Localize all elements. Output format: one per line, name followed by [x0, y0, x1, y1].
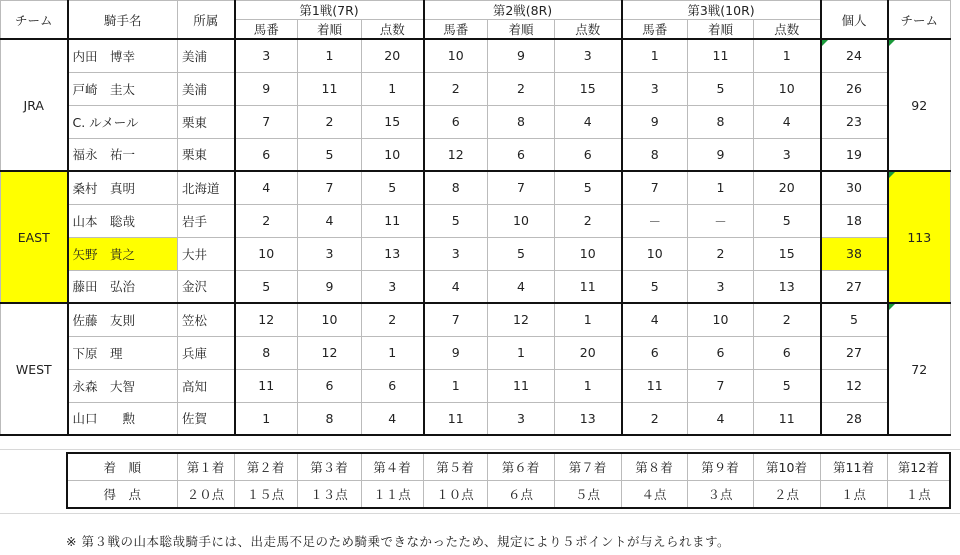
finish-position: 10 [298, 303, 362, 336]
individual-total: 38 [821, 237, 888, 270]
finish-position: 7 [488, 171, 555, 204]
header-sub: 馬番 [424, 20, 488, 40]
legend-place-label: 着 順 [67, 453, 177, 481]
legend-spacer [0, 453, 67, 481]
jockey-affiliation: 北海道 [178, 171, 235, 204]
points-legend-table [0, 452, 951, 509]
finish-position: 4 [488, 270, 555, 303]
jockey-row [1, 39, 951, 72]
legend-points-label: 得 点 [67, 481, 177, 509]
horse-number: 1 [424, 369, 488, 402]
points: 10 [754, 72, 821, 105]
points: 5 [555, 171, 622, 204]
legend-place: 第９着 [687, 453, 753, 481]
individual-total: 28 [821, 402, 888, 435]
points: 20 [362, 39, 424, 72]
horse-number: 1 [235, 402, 298, 435]
team-total: 113 [888, 171, 951, 303]
points: 15 [362, 105, 424, 138]
jockey-affiliation: 大井 [178, 237, 235, 270]
horse-number: 4 [424, 270, 488, 303]
points: 2 [362, 303, 424, 336]
jockey-affiliation: 栗東 [178, 138, 235, 171]
legend-place: 第５着 [423, 453, 487, 481]
points: 5 [362, 171, 424, 204]
finish-position: 8 [298, 402, 362, 435]
finish-position: 5 [488, 237, 555, 270]
team-total: 72 [888, 303, 951, 435]
horse-number: 3 [622, 72, 688, 105]
legend-place: 第３着 [297, 453, 361, 481]
header-sub: 着順 [688, 20, 754, 40]
individual-total: 12 [821, 369, 888, 402]
points: 10 [362, 138, 424, 171]
finish-position: 5 [298, 138, 362, 171]
points: 6 [555, 138, 622, 171]
jockey-row [1, 72, 951, 105]
points: 15 [555, 72, 622, 105]
finish-position: 6 [488, 138, 555, 171]
horse-number: 11 [622, 369, 688, 402]
legend-points: ３点 [687, 481, 753, 509]
jockey-row [1, 138, 951, 171]
points: 13 [555, 402, 622, 435]
finish-position: 3 [688, 270, 754, 303]
horse-number: 3 [235, 39, 298, 72]
legend-points: ６点 [487, 481, 554, 509]
finish-position: 11 [488, 369, 555, 402]
jockey-row [1, 204, 951, 237]
finish-position: 11 [688, 39, 754, 72]
legend-points: ５点 [554, 481, 621, 509]
legend-place: 第２着 [234, 453, 297, 481]
finish-position: 4 [688, 402, 754, 435]
jockey-affiliation: 岩手 [178, 204, 235, 237]
legend-place-row [0, 453, 950, 481]
team-name: JRA [1, 39, 68, 171]
individual-total: 27 [821, 336, 888, 369]
points: 15 [754, 237, 821, 270]
points: 1 [362, 72, 424, 105]
header-jockey: 騎手名 [68, 1, 178, 40]
individual-total: 19 [821, 138, 888, 171]
points: 5 [754, 369, 821, 402]
legend-points: １１点 [361, 481, 423, 509]
grid-line [0, 449, 960, 450]
points: 11 [555, 270, 622, 303]
jockey-name: 下原 理 [68, 336, 178, 369]
finish-position: 11 [298, 72, 362, 105]
finish-position: 3 [488, 402, 555, 435]
finish-position: 8 [688, 105, 754, 138]
finish-position: 1 [688, 171, 754, 204]
finish-position: 1 [298, 39, 362, 72]
team-name: WEST [1, 303, 68, 435]
jockey-affiliation: 栗東 [178, 105, 235, 138]
points: 3 [754, 138, 821, 171]
points: 13 [754, 270, 821, 303]
points: 2 [754, 303, 821, 336]
points: 1 [555, 303, 622, 336]
jockey-affiliation: 美浦 [178, 72, 235, 105]
team-name: EAST [1, 171, 68, 303]
horse-number: 6 [622, 336, 688, 369]
jockey-name: 藤田 弘治 [68, 270, 178, 303]
jockey-row [1, 237, 951, 270]
individual-total: 26 [821, 72, 888, 105]
horse-number: 9 [424, 336, 488, 369]
horse-number: 5 [622, 270, 688, 303]
points: 20 [754, 171, 821, 204]
finish-position: 9 [298, 270, 362, 303]
finish-position: 6 [298, 369, 362, 402]
legend-place: 第８着 [621, 453, 687, 481]
jockey-name: 永森 大智 [68, 369, 178, 402]
finish-position: 7 [688, 369, 754, 402]
points: 20 [555, 336, 622, 369]
finish-position: 12 [488, 303, 555, 336]
finish-position: － [688, 204, 754, 237]
legend-points: １５点 [234, 481, 297, 509]
individual-total: 5 [821, 303, 888, 336]
header-race: 第2戦(8R) [424, 1, 622, 20]
finish-position: 2 [488, 72, 555, 105]
legend-points: ４点 [621, 481, 687, 509]
jockey-name: 内田 博幸 [68, 39, 178, 72]
individual-total: 24 [821, 39, 888, 72]
header-sub: 点数 [754, 20, 821, 40]
header-sub: 点数 [555, 20, 622, 40]
jockey-affiliation: 笠松 [178, 303, 235, 336]
points: 11 [754, 402, 821, 435]
horse-number: 9 [622, 105, 688, 138]
horse-number: 8 [622, 138, 688, 171]
finish-position: 8 [488, 105, 555, 138]
jockey-name: 佐藤 友則 [68, 303, 178, 336]
horse-number: 9 [235, 72, 298, 105]
header-race: 第1戦(7R) [235, 1, 424, 20]
jockey-row [1, 402, 951, 435]
horse-number: 7 [235, 105, 298, 138]
individual-total: 27 [821, 270, 888, 303]
jockey-row [1, 270, 951, 303]
legend-points: ２０点 [177, 481, 234, 509]
points: 13 [362, 237, 424, 270]
horse-number: 7 [622, 171, 688, 204]
jockey-affiliation: 兵庫 [178, 336, 235, 369]
jockey-name: 山本 聡哉 [68, 204, 178, 237]
horse-number: 5 [424, 204, 488, 237]
legend-place: 第４着 [361, 453, 423, 481]
horse-number: 11 [424, 402, 488, 435]
finish-position: 12 [298, 336, 362, 369]
individual-total: 23 [821, 105, 888, 138]
team-total: 92 [888, 39, 951, 171]
horse-number: 11 [235, 369, 298, 402]
jockey-affiliation: 高知 [178, 369, 235, 402]
horse-number: 10 [235, 237, 298, 270]
jockey-name: 戸崎 圭太 [68, 72, 178, 105]
horse-number: 3 [424, 237, 488, 270]
jockey-row [1, 369, 951, 402]
legend-points: １３点 [297, 481, 361, 509]
horse-number: 6 [424, 105, 488, 138]
horse-number: 7 [424, 303, 488, 336]
jockey-row [1, 303, 951, 336]
legend-place: 第７着 [554, 453, 621, 481]
jockey-name: 山口 勲 [68, 402, 178, 435]
legend-place: 第10着 [753, 453, 820, 481]
points: 1 [555, 369, 622, 402]
horse-number: 6 [235, 138, 298, 171]
points: 4 [362, 402, 424, 435]
finish-position: 9 [488, 39, 555, 72]
jockey-affiliation: 佐賀 [178, 402, 235, 435]
horse-number: 8 [424, 171, 488, 204]
finish-position: 6 [688, 336, 754, 369]
horse-number: 10 [622, 237, 688, 270]
finish-position: 7 [298, 171, 362, 204]
jockey-row [1, 171, 951, 204]
header-race: 第3戦(10R) [622, 1, 821, 20]
legend-points: １点 [887, 481, 950, 509]
horse-number: 4 [235, 171, 298, 204]
individual-total: 30 [821, 171, 888, 204]
finish-position: 2 [298, 105, 362, 138]
jockey-name: 桑村 真明 [68, 171, 178, 204]
horse-number: 12 [424, 138, 488, 171]
points: 10 [555, 237, 622, 270]
header-sub: 馬番 [622, 20, 688, 40]
finish-position: 3 [298, 237, 362, 270]
legend-points: １点 [820, 481, 887, 509]
header-sub: 馬番 [235, 20, 298, 40]
footnote: ※ 第３戦の山本聡哉騎手には、出走馬不足のため騎乗できなかったため、規定により５ポイントが与えられます。 [66, 534, 730, 549]
horse-number: 1 [622, 39, 688, 72]
horse-number: 5 [235, 270, 298, 303]
jockey-row [1, 336, 951, 369]
finish-position: 10 [688, 303, 754, 336]
header-sub: 着順 [298, 20, 362, 40]
points: 6 [754, 336, 821, 369]
finish-position: 4 [298, 204, 362, 237]
jockey-name: 矢野 貴之 [68, 237, 178, 270]
header-individual: 個人 [821, 1, 888, 40]
horse-number: 2 [424, 72, 488, 105]
grid-line [0, 513, 960, 514]
legend-place: 第12着 [887, 453, 950, 481]
horse-number: 2 [622, 402, 688, 435]
individual-total: 18 [821, 204, 888, 237]
points: 6 [362, 369, 424, 402]
finish-position: 9 [688, 138, 754, 171]
finish-position: 5 [688, 72, 754, 105]
jockey-affiliation: 金沢 [178, 270, 235, 303]
points: 5 [754, 204, 821, 237]
points: 3 [555, 39, 622, 72]
legend-points-row [0, 481, 950, 509]
legend-spacer [0, 481, 67, 509]
horse-number: 10 [424, 39, 488, 72]
jockey-name: C. ルメール [68, 105, 178, 138]
legend-points: ２点 [753, 481, 820, 509]
finish-position: 10 [488, 204, 555, 237]
horse-number: 4 [622, 303, 688, 336]
header-team-total: チーム [888, 1, 951, 40]
legend-place: 第11着 [820, 453, 887, 481]
finish-position: 2 [688, 237, 754, 270]
points: 1 [754, 39, 821, 72]
points: 3 [362, 270, 424, 303]
header-sub: 着順 [488, 20, 555, 40]
points: 1 [362, 336, 424, 369]
legend-place: 第６着 [487, 453, 554, 481]
horse-number: 8 [235, 336, 298, 369]
header-row-1 [1, 1, 951, 20]
points: 2 [555, 204, 622, 237]
header-affiliation: 所属 [178, 1, 235, 40]
finish-position: 1 [488, 336, 555, 369]
horse-number: 12 [235, 303, 298, 336]
jockey-name: 福永 祐一 [68, 138, 178, 171]
legend-points: １０点 [423, 481, 487, 509]
header-team: チーム [1, 1, 68, 40]
horse-number: 2 [235, 204, 298, 237]
horse-number: － [622, 204, 688, 237]
jockey-row [1, 105, 951, 138]
points: 11 [362, 204, 424, 237]
jockey-affiliation: 美浦 [178, 39, 235, 72]
header-sub: 点数 [362, 20, 424, 40]
points: 4 [555, 105, 622, 138]
legend-place: 第１着 [177, 453, 234, 481]
points: 4 [754, 105, 821, 138]
